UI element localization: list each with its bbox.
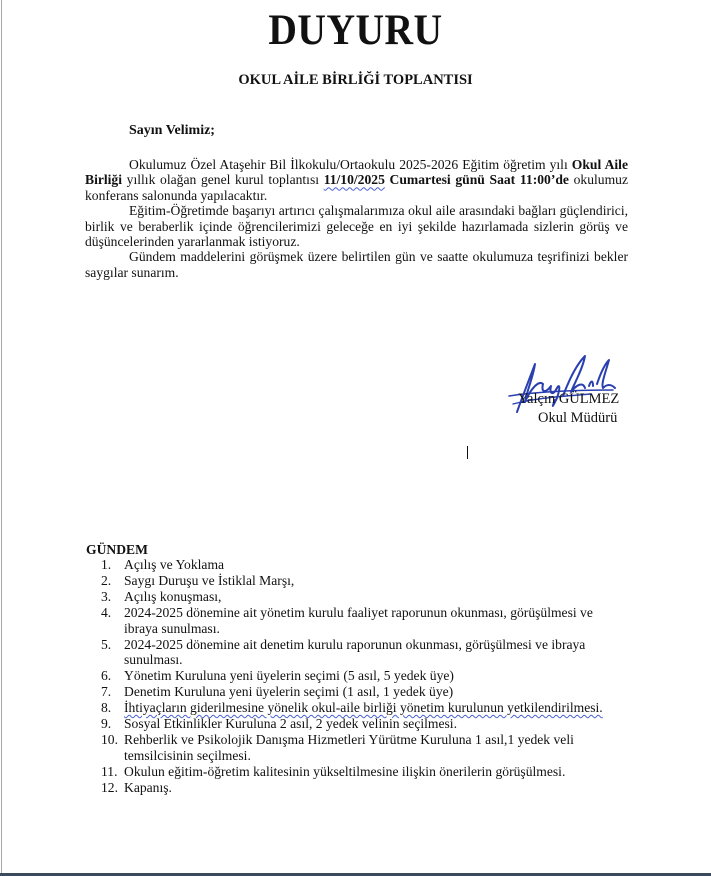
agenda-item	[86, 780, 626, 796]
agenda-item	[86, 700, 626, 716]
agenda-item-number: 6.	[101, 668, 112, 684]
agenda-item-number: 10.	[101, 731, 118, 747]
agenda-list	[86, 557, 626, 796]
agenda-item-text: Kapanış.	[124, 779, 172, 795]
agenda-item	[86, 668, 626, 684]
agenda-item-number: 3.	[101, 588, 112, 604]
agenda-item-text: Yönetim Kuruluna yeni üyelerin seçimi (5 asıl, 5 yedek üye)	[124, 668, 454, 684]
agenda-item-number: 4.	[101, 604, 112, 620]
agenda-item-number: 1.	[101, 557, 112, 572]
page-left-border	[1, 0, 2, 873]
agenda-item-number: 11.	[101, 763, 118, 779]
agenda-heading: GÜNDEM	[86, 542, 148, 557]
meeting-date: 11/10/2025	[323, 172, 385, 188]
agenda-item-text: 2024-2025 dönemine ait yönetim kurulu faaliyet raporunun okunması, görüşülmesi ve ibraya sunulması.	[124, 604, 593, 636]
agenda-item-text: Açılış konuşması,	[124, 588, 222, 604]
paragraph1-text-a: Okulumuz Özel Ataşehir Bil İlkokulu/Ortaokulu 2025-2026 Eğitim öğretim yılı	[129, 157, 572, 172]
salutation: Sayın Velimiz;	[129, 123, 215, 138]
agenda-item	[86, 637, 626, 669]
agenda-item	[86, 764, 626, 780]
paragraph-meeting-info	[85, 157, 628, 203]
agenda-item	[86, 573, 626, 589]
agenda-item-number: 8.	[101, 700, 112, 716]
paragraph1-text-b: yıllık olağan genel kurul toplantısı	[122, 172, 324, 188]
document-subtitle: OKUL AİLE BİRLİĞİ TOPLANTISI	[238, 72, 473, 88]
agenda-item-text: Saygı Duruşu ve İstiklal Marşı,	[124, 572, 295, 588]
principal-title: Okul Müdürü	[538, 410, 618, 426]
agenda-item	[86, 716, 626, 732]
agenda-item-text: Sosyal Etkinlikler Kuruluna 2 asıl, 2 yedek velinin seçilmesi.	[124, 716, 457, 732]
document-title: DUYURU	[268, 7, 443, 54]
agenda-item-text: Açılış ve Yoklama	[124, 557, 225, 572]
agenda-item-number: 9.	[101, 716, 112, 732]
paragraph-closing: Gündem maddelerini görüşmek üzere belirtilen gün ve saatte okulumuza teşrifinizi bekler saygılar sunarım.	[85, 249, 628, 280]
agenda-item-text: Denetim Kuruluna yeni üyelerin seçimi (1 asıl, 1 yedek üye)	[124, 684, 454, 700]
agenda-item	[86, 732, 626, 764]
agenda-item-text: Okulun eğitim-öğretim kalitesinin yükseltilmesine ilişkin önerilerin görüşülmesi.	[124, 763, 566, 779]
agenda-item-number: 2.	[101, 572, 112, 588]
association-name: Okul Aile Birliği	[85, 157, 628, 188]
meeting-day-time: Cumartesi günü Saat 11:00’de	[384, 172, 569, 188]
agenda-item	[86, 557, 626, 573]
agenda-item-number: 7.	[101, 684, 112, 700]
agenda-item	[86, 684, 626, 700]
agenda-item	[86, 589, 626, 605]
text-cursor	[467, 446, 468, 459]
agenda-item-text: Rehberlik ve Psikolojik Danışma Hizmetleri Yürütme Kuruluna 1 asıl,1 yedek veli temsilcisinin seçilmesi.	[124, 731, 574, 763]
agenda-item-number: 12.	[101, 779, 118, 795]
agenda-item-text: İhtiyaçların giderilmesine yönelik okul-aile birliği yönetim kurulunun yetkilendirilmesi.	[124, 700, 603, 716]
principal-name: Yalçın GÜLMEZ	[518, 391, 620, 407]
agenda-item-text: 2024-2025 dönemine ait denetim kurulu raporunun okunması, görüşülmesi ve ibraya sunulması.	[124, 636, 586, 668]
agenda-item	[86, 605, 626, 637]
agenda-item-number: 5.	[101, 636, 112, 652]
paragraph-purpose: Eğitim-Öğretimde başarıyı artırıcı çalışmalarımıza okul aile arasındaki bağları güçlendirici, birlik ve beraberlik içinde öğrencilerimizi geleceğe en iyi şekilde hazırlamada sizlerin görüş ve düşüncelerinden yararlanmak istiyoruz.	[85, 203, 628, 250]
paragraph1-text-c: okulumuz konferans salonunda yapılacaktır.	[85, 172, 628, 203]
announcement-body	[85, 157, 628, 280]
